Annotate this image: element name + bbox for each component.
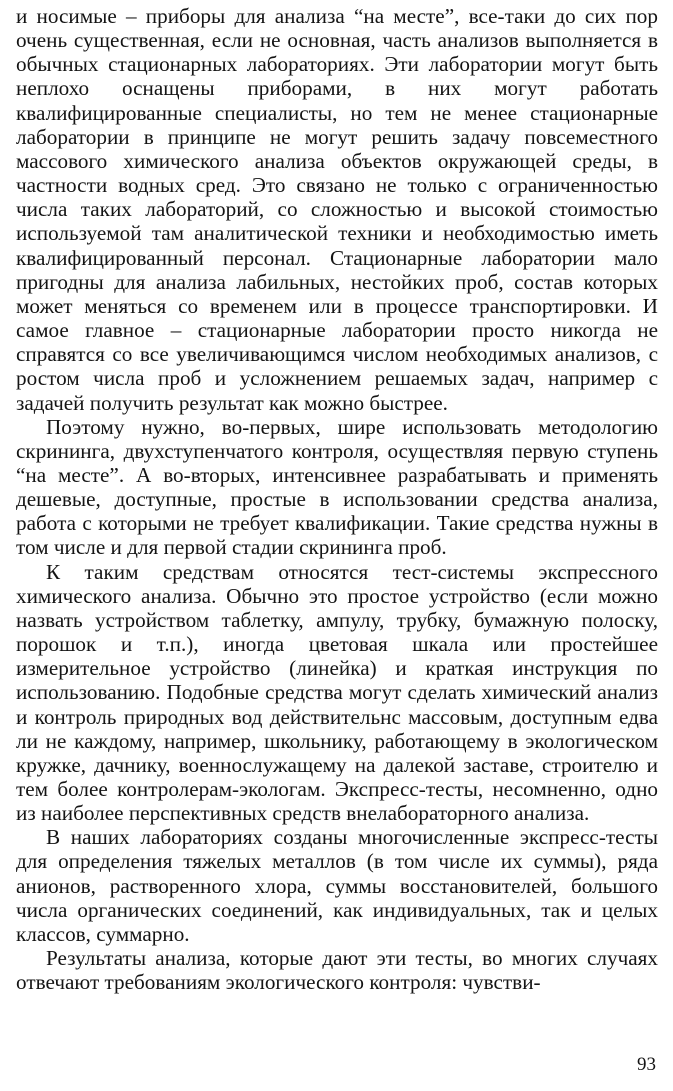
page-text-block [16, 4, 658, 994]
paragraph-3: К таким средствам относятся тест-системы экспрессного химического анализа. Обычно это простое устройство (если можно назвать устройством таблетку, ампулу, трубку, бумажную полоску, порошок и т.п.), иногда цветовая шкала или простейшее измерительное устройство (линейка) и краткая инструкция по использованию. Подобные средства могут сделать химический анализ и контроль природных вод действительнс массовым, доступным едва ли не каждому, например, школьнику, работающему в экологическом кружке, дачнику, военнослужащему на далекой заставе, строителю и тем более контролерам-экологам. Экспресс-тесты, несомненно, одно из наиболее перспективных средств внелабораторного анализа. [16, 559, 658, 826]
paragraph-2: Поэтому нужно, во-первых, шире использовать методологию скрининга, двухступенчатого контроля, осуществляя первую ступень “на месте”. А во-вторых, интенсивнее разрабатывать и применять дешевые, доступные, простые в использовании средства анализа, работа с которыми не требует квалификации. Такие средства нужны в том числе и для первой стадии скрининга проб. [16, 414, 658, 560]
paragraph-4: В наших лабораториях созданы многочисленные экспресс-тесты для определения тяжелых металлов (в том числе их суммы), ряда анионов, растворенного хлора, суммы восстановителей, большого числа органических соединений, как индивидуальных, так и целых классов, суммарно. [16, 825, 658, 946]
paragraph-5: Результаты анализа, которые дают эти тесты, во многих случаях отвечают требованиям экологического контроля: чувстви- [16, 946, 658, 995]
paragraph-1: и носимые – приборы для анализа “на месте”, все-таки до сих пор очень существенная, если не основная, часть анализов выполняется в обычных стационарных лабораториях. Эти лаборатории могут быть неплохо оснащены приборами, в них могут работать квалифицированные специалисты, но тем не менее стационарные лаборатории в принципе не могут решить задачу повсеместного массового химического анализа объектов окружающей среды, в частности водных сред. Это связано не только с ограниченностью числа таких лабораторий, со сложностью и высокой стоимостью используемой там аналитической техники и необходимостью иметь квалифицированный персонал. Стационарные лаборатории мало пригодны для анализа лабильных, нестойких проб, состав которых может меняться со временем или в процессе транспортировки. И самое главное – стационарные лаборатории просто никогда не справятся со все увеличивающимся числом необходимых анализов, с ростом числа проб и усложнением решаемых задач, например с задачей получить результат как можно быстрее. [16, 4, 658, 415]
page-number: 93 [637, 1054, 656, 1075]
